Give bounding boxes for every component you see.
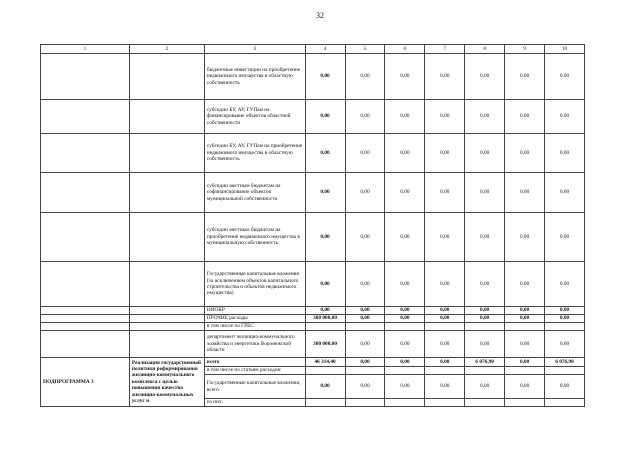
column-header: 9 [505, 45, 545, 54]
value-cell: 6 076,90 [465, 358, 505, 367]
column-header: 10 [545, 45, 585, 54]
column-header: 6 [385, 45, 425, 54]
value-cell: 0,00 [545, 307, 585, 315]
column-header: 1 [41, 45, 130, 54]
value-cell: 0,00 [345, 213, 385, 262]
value-cell [545, 367, 585, 375]
value-cell: 0,00 [545, 315, 585, 323]
value-cell: 0,00 [425, 375, 465, 399]
value-cell: 0,00 [505, 54, 545, 100]
column-header: 3 [204, 45, 305, 54]
row-label: бюджетные инвестиции на приобретение недвижимого имущества в областную собственность [204, 54, 305, 100]
value-cell: 0,00 [545, 375, 585, 399]
column-header: 2 [129, 45, 204, 54]
value-cell: 0,00 [425, 307, 465, 315]
value-cell: 0,00 [345, 54, 385, 100]
column-header: 4 [305, 45, 345, 54]
value-cell: 0,00 [305, 100, 345, 134]
row-label: ПРОЧИЕ расходы [204, 315, 305, 323]
value-cell [385, 367, 425, 375]
empty-cell [41, 262, 130, 307]
value-cell: 0,00 [345, 173, 385, 213]
value-cell [425, 323, 465, 331]
value-cell [385, 399, 425, 407]
value-cell: 46 314,40 [305, 358, 345, 367]
value-cell: 0,00 [305, 54, 345, 100]
table-row [41, 262, 585, 307]
value-cell: 0,00 [465, 100, 505, 134]
row-label: субсидии БУ, АУ, ГУПам на финансирование объектов областной собственности [204, 100, 305, 134]
value-cell: 0,00 [305, 173, 345, 213]
value-cell [385, 323, 425, 331]
value-cell: 0,00 [505, 375, 545, 399]
value-cell: 0,00 [425, 315, 465, 323]
value-cell: 0,00 [305, 307, 345, 315]
value-cell: 0,00 [385, 54, 425, 100]
row-label: в том числе по ГРБС: [204, 323, 305, 331]
value-cell [545, 399, 585, 407]
value-cell: 0,00 [505, 358, 545, 367]
value-cell: 0,00 [465, 54, 505, 100]
value-cell: 0,00 [345, 331, 385, 358]
column-header: 5 [345, 45, 385, 54]
empty-cell [41, 100, 130, 134]
table-row [41, 315, 585, 323]
subprogram-name: Реализация государственной политики реформирования жилищно-коммунального комплекса с целью повышения качества жилищно-коммунальных услуг и [129, 358, 204, 407]
value-cell: 0,00 [465, 173, 505, 213]
value-cell [305, 399, 345, 407]
empty-cell [129, 173, 204, 213]
row-label: субсидии местным бюджетам на софинансирование объектов муниципальной собственности [204, 173, 305, 213]
value-cell: 0,00 [465, 262, 505, 307]
empty-cell [129, 315, 204, 323]
value-cell: 6 076,90 [545, 358, 585, 367]
value-cell: 0,00 [425, 213, 465, 262]
value-cell [305, 323, 345, 331]
value-cell: 0,00 [505, 262, 545, 307]
empty-cell [41, 213, 130, 262]
empty-cell [129, 134, 204, 173]
value-cell: 0,00 [385, 262, 425, 307]
value-cell [425, 367, 465, 375]
empty-cell [129, 323, 204, 331]
value-cell [345, 367, 385, 375]
table-row [41, 134, 585, 173]
value-cell: 0,00 [385, 307, 425, 315]
value-cell [345, 399, 385, 407]
empty-cell [129, 262, 204, 307]
value-cell: 0,00 [505, 100, 545, 134]
empty-cell [129, 100, 204, 134]
value-cell: 0,00 [465, 315, 505, 323]
value-cell [345, 323, 385, 331]
column-header: 7 [425, 45, 465, 54]
value-cell: 0,00 [425, 54, 465, 100]
value-cell [425, 399, 465, 407]
value-cell: 0,00 [425, 173, 465, 213]
value-cell: 0,00 [345, 262, 385, 307]
value-cell: 0,00 [545, 134, 585, 173]
value-cell: 300 000,00 [305, 315, 345, 323]
table-row [41, 173, 585, 213]
row-label: из них: [204, 399, 305, 407]
table-row [41, 307, 585, 315]
empty-cell [41, 134, 130, 173]
value-cell: 0,00 [545, 100, 585, 134]
value-cell: 0,00 [385, 315, 425, 323]
value-cell: 0,00 [505, 134, 545, 173]
value-cell: 0,00 [545, 213, 585, 262]
value-cell: 0,00 [465, 375, 505, 399]
empty-cell [129, 213, 204, 262]
column-header: 8 [465, 45, 505, 54]
value-cell [465, 367, 505, 375]
table-row [41, 54, 585, 100]
row-label: субсидии БУ, АУ, ГУПам на приобретение недвижимого имущества в областную собственность [204, 134, 305, 173]
empty-cell [41, 173, 130, 213]
value-cell: 0,00 [385, 134, 425, 173]
value-cell: 0,00 [385, 358, 425, 367]
value-cell: 0,00 [305, 213, 345, 262]
table-row [41, 323, 585, 331]
value-cell: 0,00 [505, 307, 545, 315]
value-cell: 0,00 [305, 375, 345, 399]
table-row [41, 100, 585, 134]
value-cell [545, 323, 585, 331]
column-number-row [41, 45, 585, 54]
value-cell: 0,00 [505, 315, 545, 323]
value-cell [465, 399, 505, 407]
value-cell: 0,00 [345, 315, 385, 323]
value-cell: 0,00 [345, 358, 385, 367]
table-row [41, 213, 585, 262]
value-cell: 0,00 [425, 262, 465, 307]
value-cell: 0,00 [385, 213, 425, 262]
page-number: 32 [316, 11, 324, 20]
value-cell [305, 367, 345, 375]
value-cell: 0,00 [545, 54, 585, 100]
value-cell: 0,00 [545, 262, 585, 307]
value-cell: 0,00 [385, 375, 425, 399]
value-cell [505, 367, 545, 375]
row-label: департамент жилищно-коммунального хозяйства и энергетики Воронежской области [204, 331, 305, 358]
value-cell: 0,00 [345, 100, 385, 134]
value-cell: 0,00 [305, 262, 345, 307]
empty-cell [41, 331, 130, 358]
row-label: субсидии местным бюджетам на приобретение недвижимого имущества в муниципальную собственность [204, 213, 305, 262]
value-cell: 0,00 [545, 331, 585, 358]
value-cell [505, 323, 545, 331]
value-cell: 0,00 [505, 213, 545, 262]
subprogram-code: ПОДПРОГРАММА 3 [41, 358, 130, 407]
value-cell: 0,00 [465, 331, 505, 358]
value-cell: 0,00 [305, 134, 345, 173]
value-cell: 0,00 [505, 173, 545, 213]
empty-cell [129, 331, 204, 358]
value-cell: 0,00 [345, 375, 385, 399]
value-cell: 0,00 [345, 134, 385, 173]
value-cell: 0,00 [425, 358, 465, 367]
value-cell: 0,00 [385, 331, 425, 358]
subprogram-row [41, 358, 585, 367]
value-cell: 0,00 [385, 100, 425, 134]
value-cell: 0,00 [425, 100, 465, 134]
empty-cell [41, 54, 130, 100]
empty-cell [41, 307, 130, 315]
row-label: Государственные капитальные вложения (за исключением объектов капитального строительства и объектов недвижимого имущества) [204, 262, 305, 307]
row-label: Государственные капитальные вложения, всего [204, 375, 305, 399]
empty-cell [129, 307, 204, 315]
value-cell: 0,00 [505, 331, 545, 358]
budget-table [40, 44, 585, 407]
row-label: всего [204, 358, 305, 367]
value-cell: 0,00 [425, 331, 465, 358]
value-cell: 0,00 [425, 134, 465, 173]
value-cell: 0,00 [465, 213, 505, 262]
row-label: в том числе по статьям расходов: [204, 367, 305, 375]
row-label: НИОКР [204, 307, 305, 315]
value-cell: 0,00 [385, 173, 425, 213]
empty-cell [41, 323, 130, 331]
value-cell [505, 399, 545, 407]
value-cell: 0,00 [465, 134, 505, 173]
value-cell: 0,00 [345, 307, 385, 315]
table-row [41, 331, 585, 358]
value-cell: 0,00 [545, 173, 585, 213]
value-cell: 300 000,00 [305, 331, 345, 358]
value-cell [465, 323, 505, 331]
empty-cell [41, 315, 130, 323]
value-cell: 0,00 [465, 307, 505, 315]
empty-cell [129, 54, 204, 100]
